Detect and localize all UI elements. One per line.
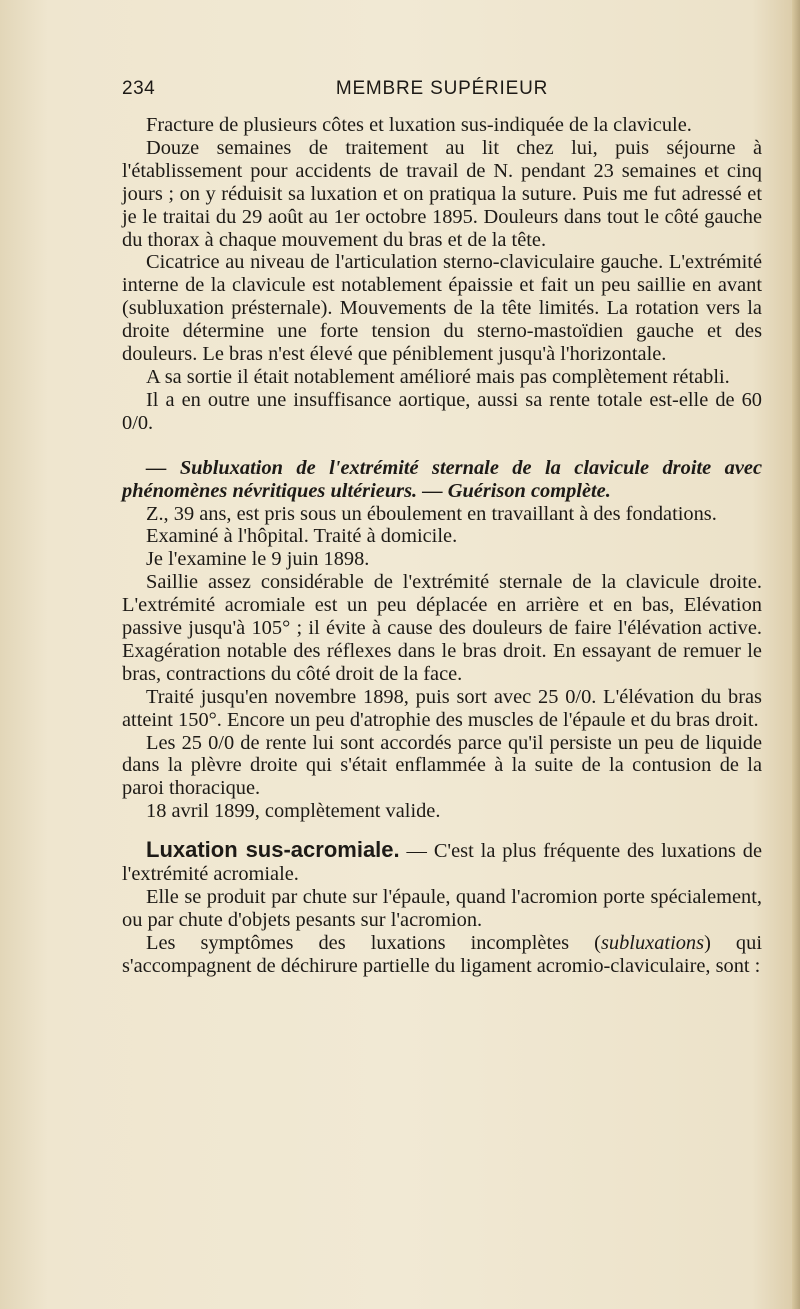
paragraph: Examiné à l'hôpital. Traité à domicile.: [146, 525, 458, 548]
section-lead: — C'est la plus fréquente des luxations de l'extrémité acromiale.: [122, 840, 762, 886]
paragraph: Z., 39 ans, est pris sous un éboulement en travaillant à des fondations.: [146, 502, 717, 525]
paragraph: Je l'examine le 9 juin 1898.: [146, 548, 370, 571]
paragraph: Les 25 0/0 de rente lui sont accordés parce qu'il persiste un peu de liquide dans la plèvre droite qui s'était enflammée à la suite de la contusion de la paroi thoracique.: [122, 731, 762, 800]
running-title: MEMBRE SUPÉRIEUR: [335, 78, 549, 99]
paragraph: Cicatrice au niveau de l'articulation sterno-claviculaire gauche. L'extrémité interne de la clavicule est notablement épaissie et fait un peu saillie en avant (subluxation présternale). Mouvements de la tête limités. La rotation vers la droite détermine une forte tension du sterno-mastoïdien gauche et des douleurs. Le bras n'est élevé que péniblement jusqu'à l'horizontale.: [122, 251, 762, 366]
italic-term: subluxations: [600, 931, 705, 954]
paragraph: [122, 932, 762, 978]
case-title-text: — Subluxation de l'extrémité sternale de la clavicule droite avec phénomènes névritiques ultérieurs. — Guérison complète.: [122, 456, 762, 502]
paragraph: Traité jusqu'en novembre 1898, puis sort avec 25 0/0. L'élévation du bras atteint 150°. Encore un peu d'atrophie des muscles de l'épaule et du bras droit.: [122, 685, 762, 731]
paragraph: Saillie assez considérable de l'extrémité sternale de la clavicule droite. L'extrémité acromiale est un peu déplacée en arrière et en bas, Elévation passive jusqu'à 105° ; il évite à cause des douleurs de faire l'élévation active. Exagération notable des réflexes dans le bras droit. En essayant de remuer le bras, contractions du côté droit de la face.: [122, 571, 762, 685]
paragraph: Fracture de plusieurs côtes et luxation sus-indiquée de la clavicule.: [146, 114, 692, 136]
paragraph: Elle se produit par chute sur l'épaule, quand l'acromion porte spécialement, ou par chute d'objets pesants sur l'acromion.: [122, 886, 762, 931]
paragraph: A sa sortie il était notablement amélioré mais pas complètement rétabli.: [146, 365, 730, 388]
page-edge: [792, 0, 800, 1309]
paragraph: 18 avril 1899, complètement valide.: [146, 800, 441, 823]
section-heading: Luxation sus-acromiale.: [146, 837, 400, 863]
text-run: ) qui s'accompagnent de déchirure partielle du ligament acromio-claviculaire, sont :: [122, 931, 762, 977]
paragraph: Douze semaines de traitement au lit chez lui, puis séjourne à l'établissement pour accidents de travail de N. pendant 23 semaines et cinq jours ; on y réduisit sa luxation et on pratiqua la suture. Puis me fut adressé et je le traitai du 29 août au 1er octobre 1895. Douleurs dans tout le côté gauche du thorax à chaque mouvement du bras et de la tête.: [122, 136, 762, 251]
body-text: [122, 114, 762, 978]
page-number: 234: [122, 78, 156, 99]
paragraph: Il a en outre une insuffisance aortique, aussi sa rente totale est-elle de 60 0/0.: [122, 388, 762, 434]
case-title: [122, 457, 762, 503]
text-run: Les symptômes des luxations incomplètes (: [146, 931, 601, 954]
section-paragraph: [122, 839, 762, 886]
page-header: [122, 78, 762, 106]
